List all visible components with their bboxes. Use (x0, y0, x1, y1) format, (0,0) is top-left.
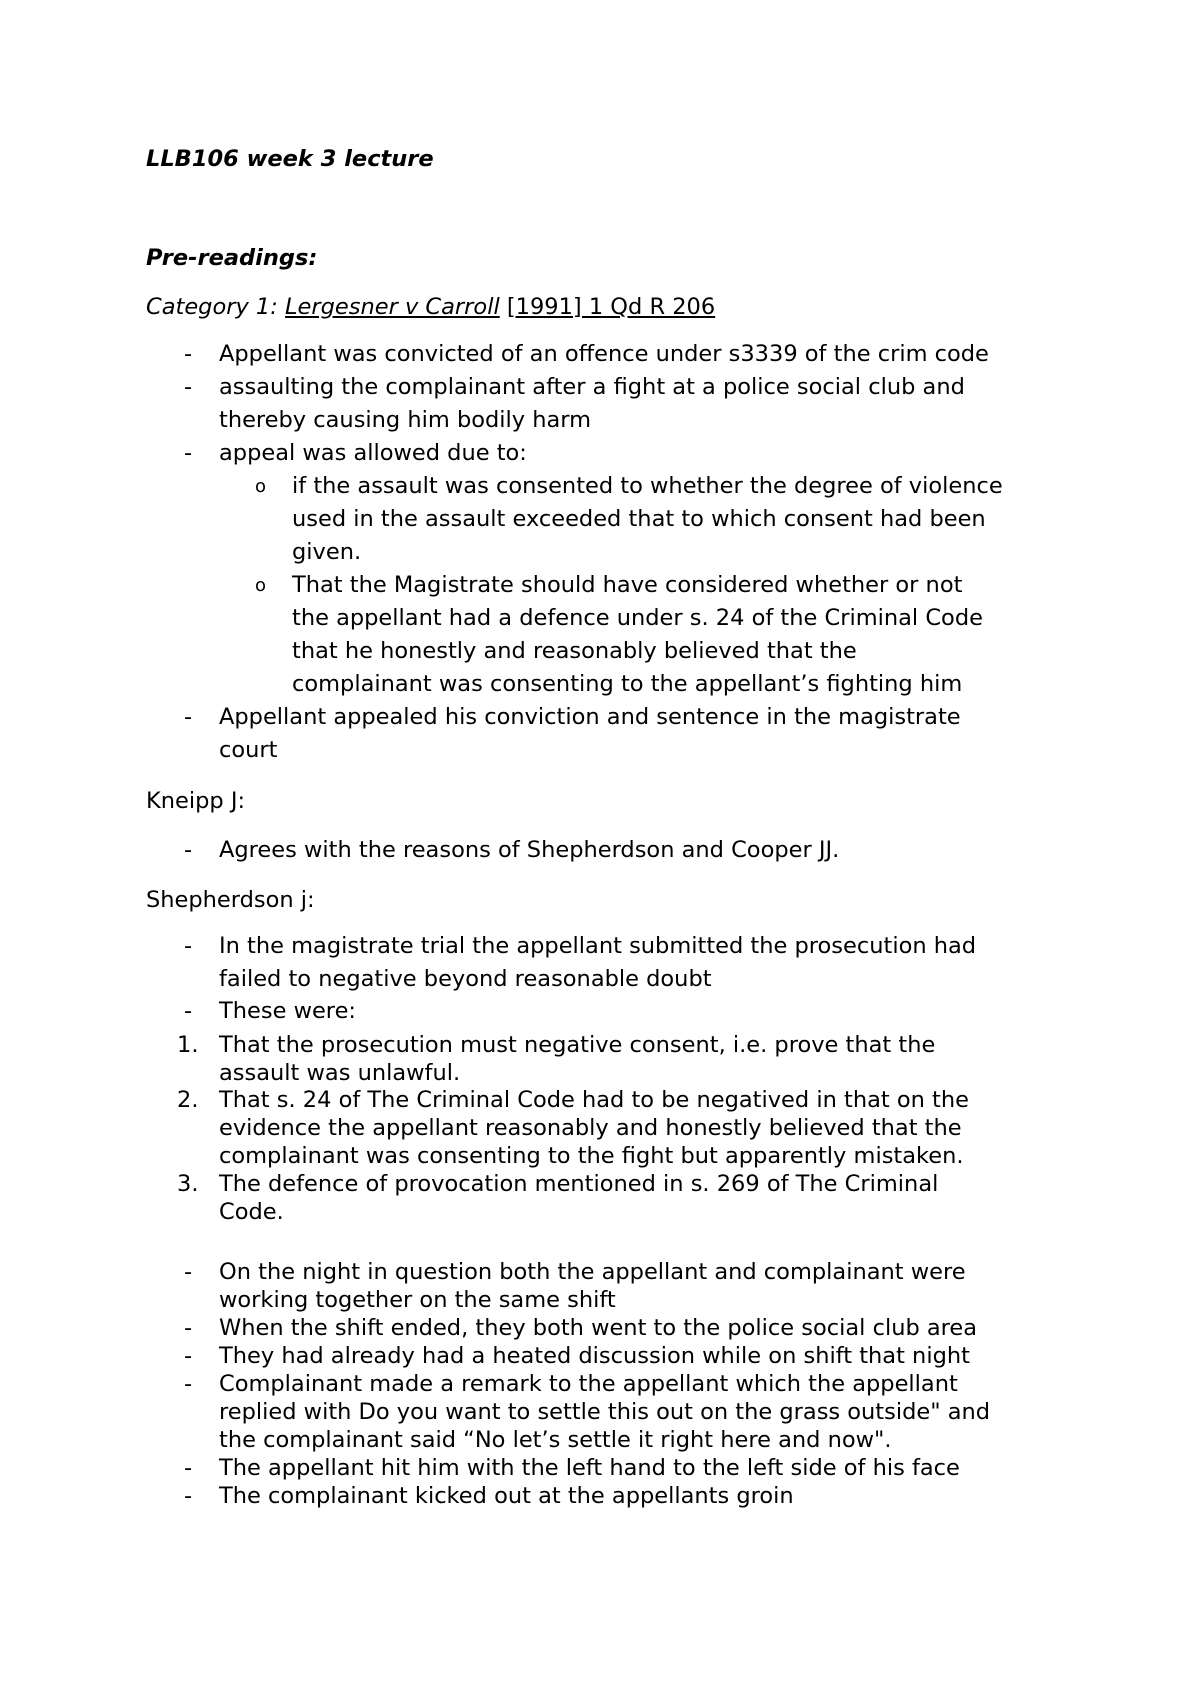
list-item-text: That the prosecution must negative consent, i.e. prove that the (219, 1032, 936, 1058)
sub-bullet-marker: o (255, 476, 267, 497)
bullet-text: the complainant said “No let’s settle it right here and now". (219, 1427, 892, 1453)
sub-bullet-text: if the assault was consented to whether the degree of violence (292, 473, 1003, 499)
bullet-text: When the shift ended, they both went to the police social club area (219, 1315, 978, 1341)
document-title: LLB106 week 3 lecture (146, 146, 434, 172)
list-item-text: The defence of provocation mentioned in s. 269 of The Criminal (219, 1171, 939, 1197)
list-number: 1. (177, 1032, 199, 1058)
judge-heading: Shepherdson j: (146, 887, 315, 913)
bullet-text: These were: (219, 998, 356, 1024)
sub-bullet-text: complainant was consenting to the appellant’s fighting him (292, 671, 963, 697)
bullet-dash: - (184, 998, 193, 1024)
list-number: 3. (177, 1171, 199, 1197)
bullet-text: working together on the same shift (219, 1287, 616, 1313)
sub-bullet-marker: o (255, 575, 267, 596)
bullet-dash: - (184, 341, 193, 367)
list-number: 2. (177, 1087, 199, 1113)
bullet-text: Appellant appealed his conviction and sentence in the magistrate (219, 704, 961, 730)
bullet-text: Agrees with the reasons of Shepherdson and Cooper JJ. (219, 837, 840, 863)
list-item-text: assault was unlawful. (219, 1060, 461, 1086)
bullet-dash: - (184, 440, 193, 466)
bullet-dash: - (184, 837, 193, 863)
section-heading: Pre-readings: (146, 245, 318, 271)
sub-bullet-text: that he honestly and reasonably believed that the (292, 638, 857, 664)
bullet-dash: - (184, 374, 193, 400)
bullet-text: failed to negative beyond reasonable doubt (219, 966, 712, 992)
bullet-dash: - (184, 1315, 193, 1341)
bullet-dash: - (184, 1259, 193, 1285)
bullet-text: On the night in question both the appellant and complainant were (219, 1259, 966, 1285)
bullet-dash: - (184, 1343, 193, 1369)
bullet-text: The appellant hit him with the left hand to the left side of his face (219, 1455, 960, 1481)
list-item-text: That s. 24 of The Criminal Code had to be negatived in that on the (219, 1087, 969, 1113)
bullet-dash: - (184, 933, 193, 959)
bullet-text: They had already had a heated discussion while on shift that night (219, 1343, 970, 1369)
bullet-text: assaulting the complainant after a fight at a police social club and (219, 374, 965, 400)
bullet-dash: - (184, 1455, 193, 1481)
sub-bullet-text: used in the assault exceeded that to which consent had been (292, 506, 986, 532)
sub-bullet-text: the appellant had a defence under s. 24 of the Criminal Code (292, 605, 983, 631)
bullet-text: Appellant was convicted of an offence under s3339 of the crim code (219, 341, 989, 367)
case-name: Lergesner v Carroll (284, 294, 500, 320)
bullet-text: replied with Do you want to settle this out on the grass outside" and (219, 1399, 991, 1425)
bullet-dash: - (184, 704, 193, 730)
bullet-text: appeal was allowed due to: (219, 440, 527, 466)
bullet-text: thereby causing him bodily harm (219, 407, 592, 433)
case-heading (146, 296, 715, 319)
sub-bullet-text: That the Magistrate should have considered whether or not (292, 572, 963, 598)
bullet-text: In the magistrate trial the appellant submitted the prosecution had (219, 933, 977, 959)
list-item-text: Code. (219, 1199, 284, 1225)
list-item-text: evidence the appellant reasonably and honestly believed that the (219, 1115, 962, 1141)
bullet-dash: - (184, 1483, 193, 1509)
list-item-text: complainant was consenting to the fight but apparently mistaken. (219, 1143, 964, 1169)
case-citation: [1991] 1 Qd R 206 (506, 294, 716, 320)
sub-bullet-text: given. (292, 539, 362, 565)
bullet-text: court (219, 737, 278, 763)
case-category: Category 1: (146, 294, 278, 320)
bullet-dash: - (184, 1371, 193, 1397)
judge-heading: Kneipp J: (146, 788, 246, 814)
bullet-text: The complainant kicked out at the appellants groin (219, 1483, 794, 1509)
bullet-text: Complainant made a remark to the appellant which the appellant (219, 1371, 958, 1397)
